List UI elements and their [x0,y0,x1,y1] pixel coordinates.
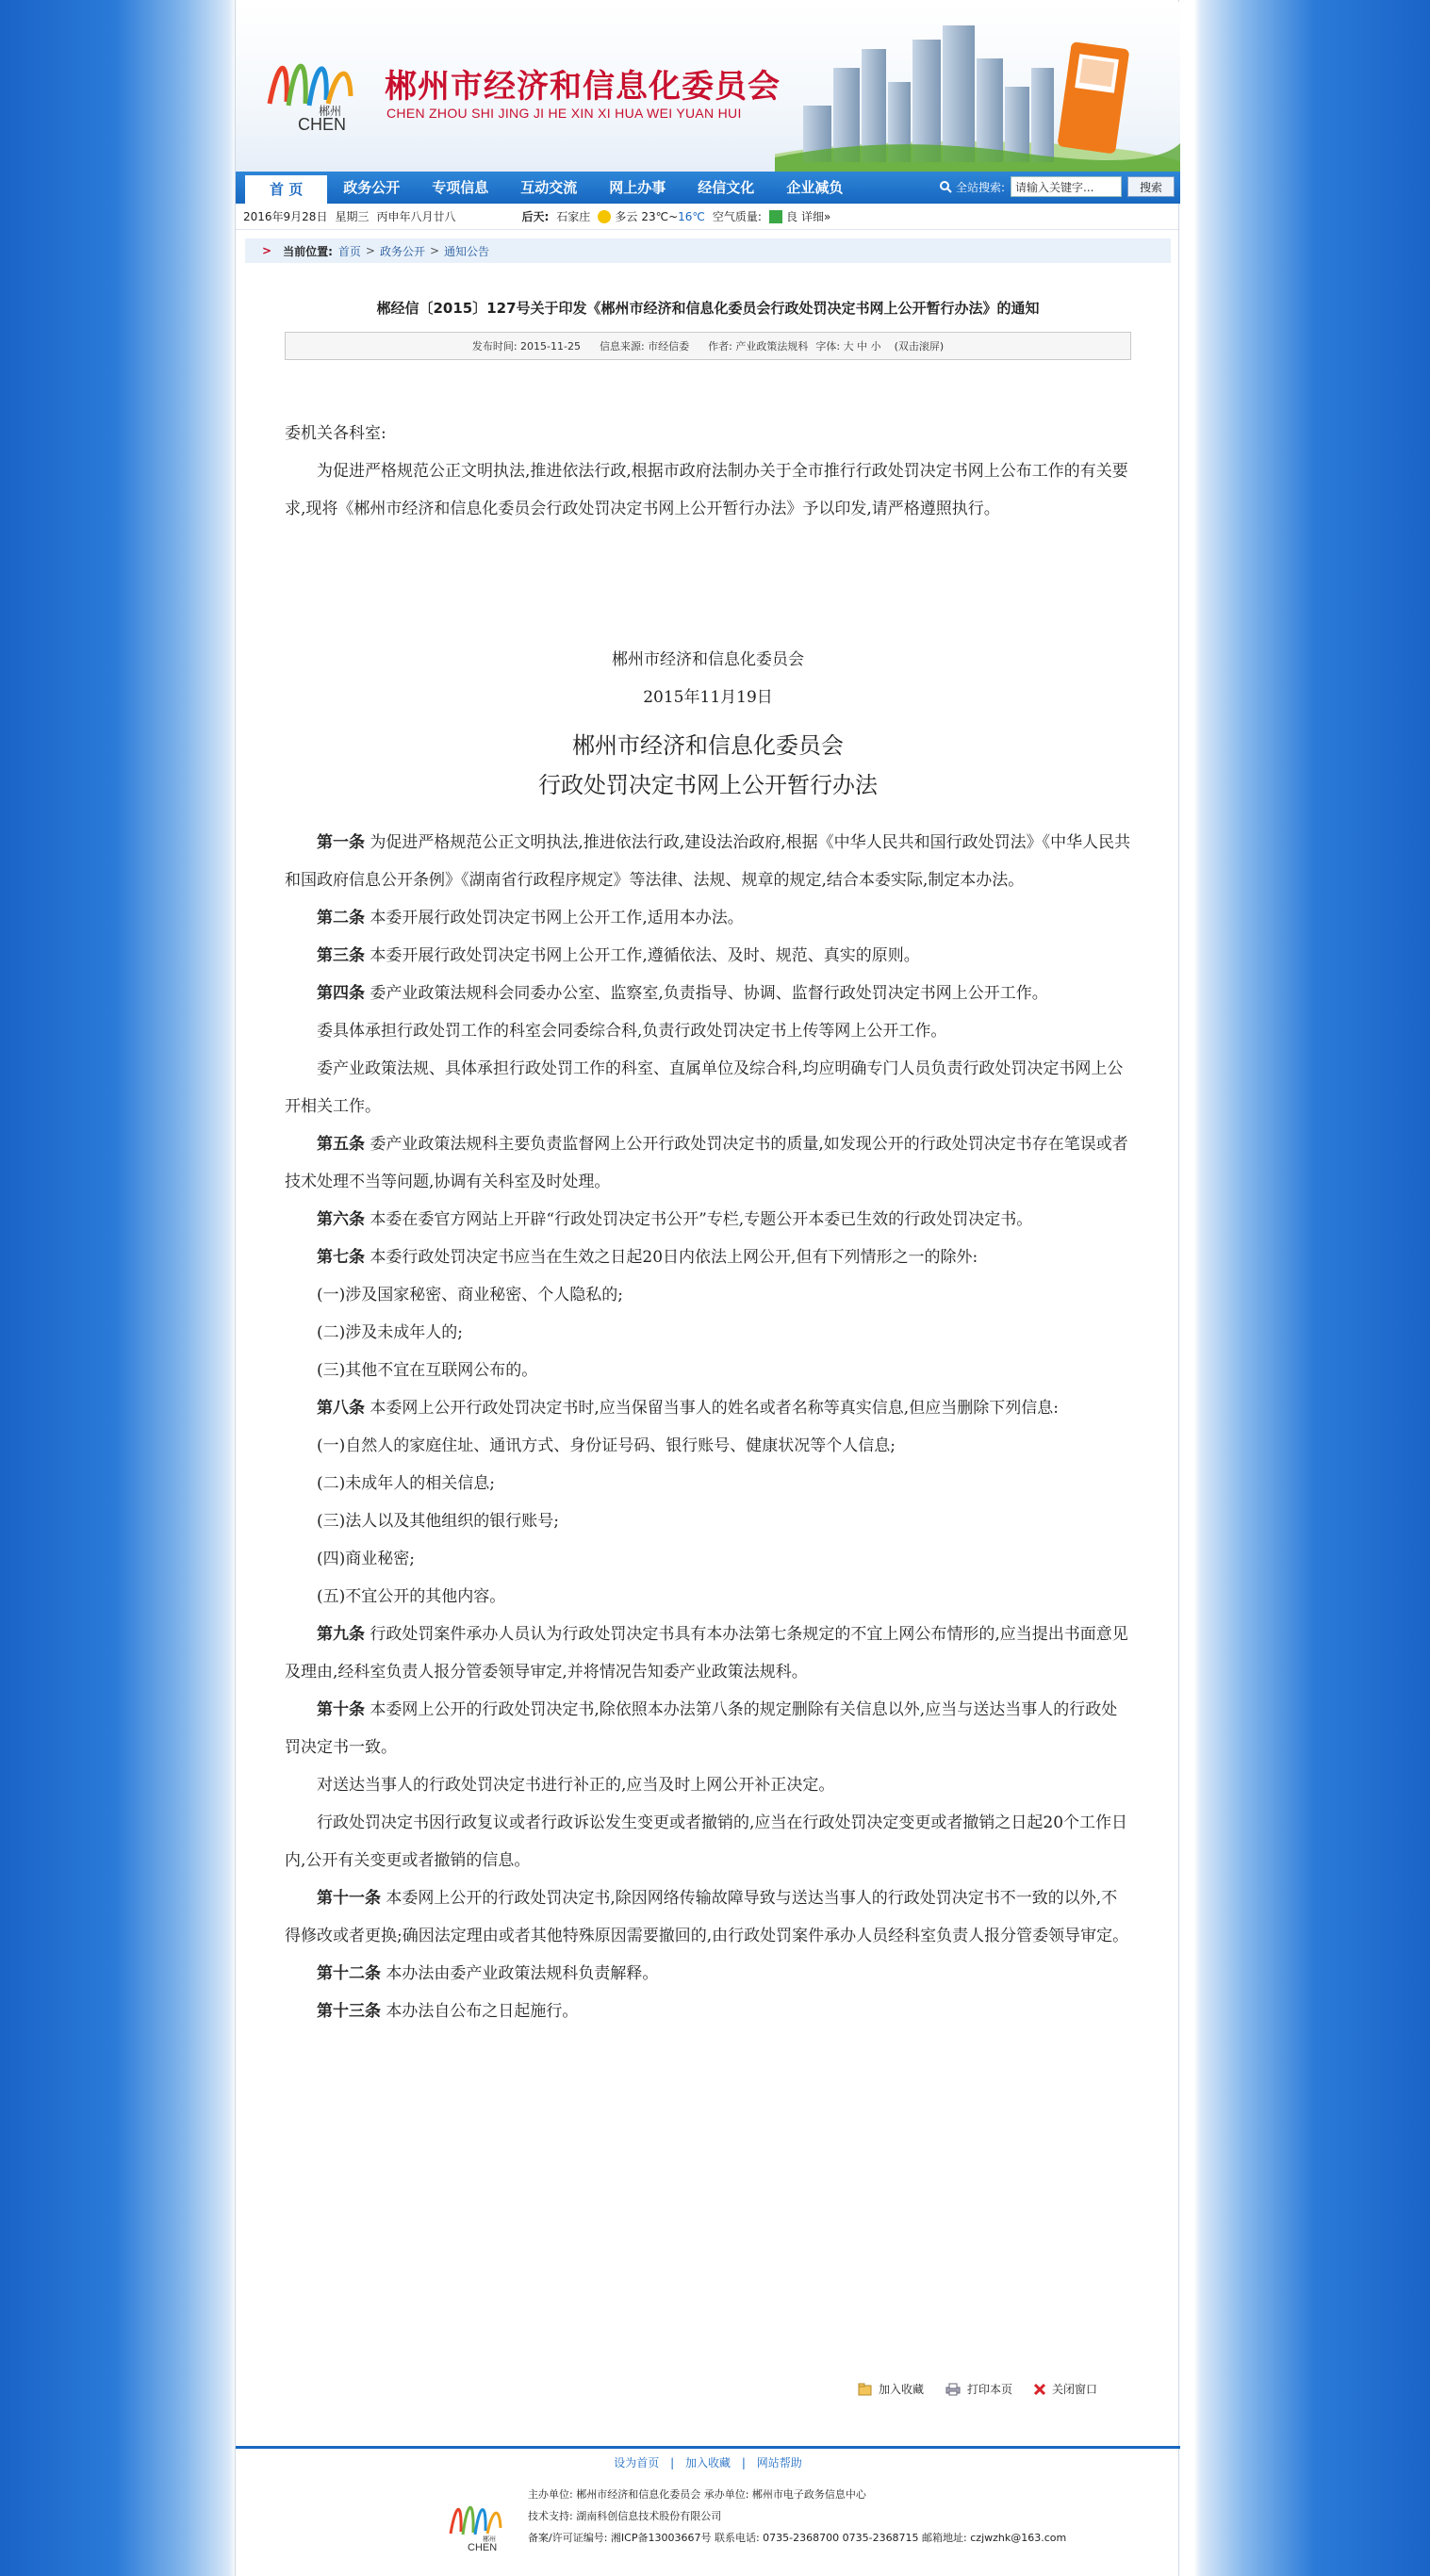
nav-item-online-services[interactable]: 网上办事 [609,179,666,196]
skyline-illustration [775,2,1180,172]
article-4: 第四条 委产业政策法规科会同委办公室、监察室,负责指导、协调、监督行政处罚决定书网上公开工作。 [317,984,1048,1003]
document-title-line1: 郴州市经济和信息化委员会 [572,732,844,759]
site-help-link[interactable]: 网站帮助 [756,2456,802,2469]
footer-host: 主办单位: 郴州市经济和信息化委员会 承办单位: 郴州市电子政务信息中心 [528,2488,866,2501]
article-3: 第三条 本委开展行政处罚决定书网上公开工作,遵循依法、及时、规范、真实的原则。 [317,946,920,965]
search-area [939,176,1175,197]
footer-info [528,2484,1066,2549]
article-10: 第十条 本委网上公开的行政处罚决定书,除依照本办法第八条的规定删除有关信息以外,应当与送达当事人的行政处罚决定书一致。 [285,1700,1118,1757]
article-meta [285,332,1131,360]
weather-day-label: 后天: [521,210,550,223]
main-nav [236,172,1180,204]
article-7-item-2: (二)涉及未成年人的; [317,1323,463,1342]
article-11: 第十一条 本委网上公开的行政处罚决定书,除因网络传输故障导致与送达当事人的行政处罚决定书不一致的以外,不得修改或者更换;确因法定理由或者其他特殊原因需要撤回的,由行政处罚案件承办人员经科室负责人报分管委领导审定。 [285,1889,1129,1945]
article-8-item-1: (一)自然人的家庭住址、通讯方式、身份证号码、银行账号、健康状况等个人信息; [317,1436,896,1455]
article-2: 第二条 本委开展行政处罚决定书网上公开工作,适用本办法。 [317,909,744,927]
add-favorite-button[interactable]: 加入收藏 [858,2381,924,2397]
article-body [285,415,1131,2030]
nav-item-home[interactable]: 首 页 [245,175,327,204]
breadcrumb-government-affairs[interactable]: 政务公开 [379,244,425,258]
air-quality-label: 空气质量: [712,210,762,223]
article-10-paragraph-3: 行政处罚决定书因行政复议或者行政诉讼发生变更或者撤销的,应当在行政处罚决定变更或者撤销之日起20个工作日内,公开有关变更或者撤销的信息。 [285,1813,1128,1870]
publish-date: 发布时间: 2015-11-25 [471,340,581,353]
article-7-item-1: (一)涉及国家秘密、商业秘密、个人隐私的; [317,1286,623,1304]
temp-separator: ~ [668,209,679,223]
article-title: 郴经信〔2015〕127号关于印发《郴州市经济和信息化委员会行政处罚决定书网上公开暂行办法》的通知 [376,300,1040,317]
article-8-item-3: (三)法人以及其他组织的银行账号; [317,1512,559,1531]
folder-star-icon [858,2383,873,2396]
temp-high: 23℃ [641,209,669,223]
sun-icon [598,210,611,223]
footer-icp: 备案/许可证编号: 湘ICP备13003667号 联系电话: 0735-2368700 0735-2368715 邮箱地址: czjwzhk@163.com [528,2532,1067,2544]
footer-tech-support: 技术支持: 湖南科创信息技术股份有限公司 [528,2510,722,2522]
breadcrumb-label: 当前位置: [283,244,333,258]
article-8-item-2: (二)未成年人的相关信息; [317,1474,495,1493]
article-10-paragraph-2: 对送达当事人的行政处罚决定书进行补正的,应当及时上网公开补正决定。 [317,1776,835,1795]
close-icon [1033,2383,1046,2396]
breadcrumb-arrow-icon: > [262,244,272,257]
print-button[interactable]: 打印本页 [945,2381,1012,2397]
printer-icon [945,2383,962,2396]
article-9: 第九条 行政处罚案件承办人员认为行政处罚决定书具有本办法第七条规定的不宜上网公布情形的,应当提出书面意见及理由,经科室负责人报分管委领导审定,并将情况告知委产业政策法规科。 [285,1625,1128,1682]
svg-text:CHEN: CHEN [298,115,347,132]
set-homepage-link[interactable]: 设为首页 [614,2456,660,2469]
article-13: 第十三条 本办法自公布之日起施行。 [317,2002,579,2021]
footer-divider [236,2446,1180,2449]
header-banner [236,2,1180,172]
breadcrumb-home[interactable]: 首页 [337,244,361,258]
font-size-switcher[interactable]: 字体: 大 中 小 [815,340,881,353]
search-button[interactable]: 搜索 [1127,176,1175,197]
air-quality-icon [769,210,782,223]
article-7: 第七条 本委行政处罚决定书应当在生效之日起20日内依法上网公开,但有下列情形之一的除外: [317,1248,978,1267]
breadcrumb-notices[interactable]: 通知公告 [444,244,490,258]
article-8-item-5: (五)不宜公开的其他内容。 [317,1587,506,1606]
nav-item-burden-reduction[interactable]: 企业减负 [786,179,844,196]
intro-paragraph: 为促进严格规范公正文明执法,推进依法行政,根据市政府法制办关于全市推行行政处罚决定书网上公布工作的有关要求,现将《郴州市经济和信息化委员会行政处罚决定书网上公开暂行办法》予以印发,请严格遵照执行。 [285,462,1128,518]
author: 作者: 产业政策法规科 [708,340,809,353]
air-quality-value: 良 [785,210,797,223]
breadcrumb: > 当前位置: 首页 > 政务公开 > 通知公告 [245,238,1171,263]
article-8-item-4: (四)商业秘密; [317,1550,415,1568]
article-8: 第八条 本委网上公开行政处罚决定书时,应当保留当事人的姓名或者名称等真实信息,但应当删除下列信息: [317,1399,1059,1418]
signature-org: 郴州市经济和信息化委员会 [612,650,804,669]
nav-item-interaction[interactable]: 互动交流 [520,179,578,196]
weekday-text: 星期三 [335,210,370,223]
signature-date: 2015年11月19日 [643,688,773,707]
info-bar [236,204,1180,230]
footer-links: 设为首页 | 加入收藏 | 网站帮助 [614,2456,802,2469]
weather-city: 石家庄 [556,210,591,223]
footer-logo [445,2488,511,2554]
site-pinyin: CHEN ZHOU SHI JING JI HE XIN XI HUA WEI YUAN HUI [386,106,742,121]
date-text: 2016年9月28日 [243,210,328,223]
svg-text:郴州: 郴州 [319,105,342,118]
auto-scroll-hint: (双击滚屏) [894,340,945,353]
nav-item-culture[interactable]: 经信文化 [698,179,755,196]
svg-text:CHEN: CHEN [468,2542,498,2553]
weather-detail-link[interactable]: 详细» [800,210,831,223]
article-12: 第十二条 本办法由委产业政策法规科负责解释。 [317,1964,659,1983]
lunar-date-text: 丙申年八月廿八 [376,210,456,223]
article-4-paragraph-3: 委产业政策法规、具体承担行政处罚工作的科室、直属单位及综合科,均应明确专门人员负责行政处罚决定书网上公开相关工作。 [285,1059,1124,1116]
weather-condition: 多云 [615,210,638,223]
info-source: 信息来源: 市经信委 [599,340,690,353]
article-7-item-3: (三)其他不宜在互联网公布的。 [317,1361,538,1380]
search-label: 全站搜索: [955,180,1005,194]
search-input[interactable] [1011,176,1122,197]
nav-item-government-affairs[interactable]: 政务公开 [343,179,401,196]
nav-item-special-info[interactable]: 专项信息 [432,179,489,196]
document-title-line2: 行政处罚决定书网上公开暂行办法 [538,772,878,798]
article-5: 第五条 委产业政策法规科主要负责监督网上公开行政处罚决定书的质量,如发现公开的行政处罚决定书存在笔误或者技术处理不当等问题,协调有关科室及时处理。 [285,1135,1128,1191]
add-favorite-link[interactable]: 加入收藏 [684,2456,731,2469]
page-tools [858,2381,1118,2397]
article-4-paragraph-2: 委具体承担行政处罚工作的科室会同委综合科,负责行政处罚决定书上传等网上公开工作。 [317,1022,947,1041]
search-icon [939,180,952,193]
salutation: 委机关各科室: [285,424,386,443]
close-window-button[interactable]: 关闭窗口 [1033,2381,1097,2397]
site-title: 郴州市经济和信息化委员会 [385,68,781,106]
page-container [235,0,1179,2576]
temp-low: 16℃ [678,209,705,223]
article-6: 第六条 本委在委官方网站上开辟“行政处罚决定书公开”专栏,专题公开本委已生效的行政处罚决定书。 [317,1210,1033,1229]
svg-text:郴州: 郴州 [483,2535,496,2543]
site-logo [260,38,373,132]
article-1: 第一条 为促进严格规范公正文明执法,推进依法行政,建设法治政府,根据《中华人民共和国行政处罚法》《中华人民共和国政府信息公开条例》《湖南省行政程序规定》等法律、法规、规章的规定,结合本委实际,制定本办法。 [285,833,1131,890]
